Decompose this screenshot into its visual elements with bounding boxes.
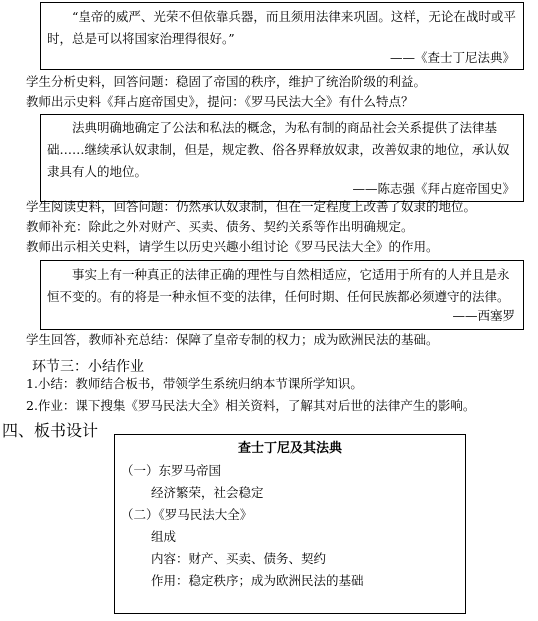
quote-box-1 bbox=[40, 2, 524, 70]
quote-3-source: ——西塞罗 bbox=[452, 308, 515, 323]
board-point-2-sub-1: 组成 bbox=[151, 529, 177, 544]
text-line: 教师补充：除此之外对财产、买卖、债务、契约关系等作出明确规定。 bbox=[26, 219, 414, 234]
section-4-heading: 四、板书设计 bbox=[2, 421, 99, 440]
board-point-2: （二）《罗马民法大全》 bbox=[121, 507, 253, 522]
quote-box-3 bbox=[40, 260, 524, 330]
board-point-2-sub-2: 内容：财产、买卖、债务、契约 bbox=[151, 551, 327, 566]
board-design-box bbox=[114, 434, 466, 614]
text-line: 学生回答，教师补充总结：保障了皇帝专制的权力；成为欧洲民法的基础。 bbox=[26, 332, 439, 347]
quote-2-source: ——陈志强《拜占庭帝国史》 bbox=[352, 181, 515, 196]
section-3-item-1: 1.小结：教师结合板书，带领学生系统归纳本节课所学知识。 bbox=[26, 376, 363, 391]
section-3-heading: 环节三：小结作业 bbox=[32, 359, 144, 375]
quote-1-source: ——《查士丁尼法典》 bbox=[389, 50, 515, 65]
quote-2-text: 法典明确地确定了公法和私法的概念，为私有制的商品社会关系提供了法律基础……继续承认奴隶制，但是，规定教、俗各界释放奴隶，改善奴隶的地位，承认奴隶具有人的地位。 bbox=[47, 120, 510, 179]
quote-box-2 bbox=[40, 114, 524, 202]
board-title: 查士丁尼及其法典 bbox=[237, 441, 342, 456]
text-line: 教师出示相关史料，请学生以历史兴趣小组讨论《罗马民法大全》的作用。 bbox=[26, 239, 439, 254]
board-point-2-sub-3: 作用：稳定秩序；成为欧洲民法的基础 bbox=[151, 573, 364, 588]
quote-3-text: 事实上有一种真正的法律正确的理性与自然相适应，它适用于所有的人并且是永恒不变的。有的将是一种永恒不变的法律，任何时期、任何民族都必须遵守的法律。 bbox=[47, 267, 510, 304]
text-line: 学生分析史料，回答问题：稳固了帝国的秩序，维护了统治阶级的利益。 bbox=[26, 74, 427, 89]
quote-1-text: “皇帝的威严、光荣不但依靠兵器，而且须用法律来巩固。这样，无论在战时或平时，总是可以将国家治理得很好。” bbox=[47, 9, 516, 46]
section-3-item-2: 2.作业：课下搜集《罗马民法大全》相关资料，了解其对后世的法律产生的影响。 bbox=[26, 398, 476, 413]
board-point-1: （一）东罗马帝国 bbox=[121, 463, 222, 478]
text-line: 学生阅读史料，回答问题：仍然承认奴隶制，但在一定程度上改善了奴隶的地位。 bbox=[26, 199, 477, 214]
board-point-1-sub: 经济繁荣，社会稳定 bbox=[151, 485, 264, 500]
text-line: 教师出示史料《拜占庭帝国史》，提问：《罗马民法大全》有什么特点？ bbox=[26, 94, 414, 109]
